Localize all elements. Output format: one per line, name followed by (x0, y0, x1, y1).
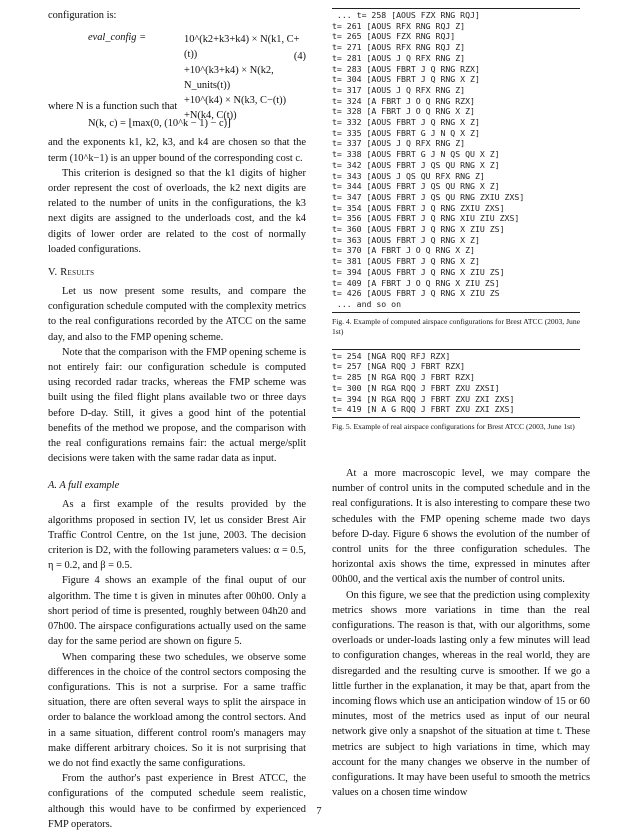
listing-line: t= 265 [AOUS FZX RNG RQJ] (332, 31, 456, 42)
paragraph: On this figure, we see that the prediction using complexity metrics shows more variations in time than the real configurations. The reason is that, with our algorithms, some overloads or under-loads lasting only a few minutes will lead to configuration changes, whereas in the real world, they are disregarded and the resulting curve is smoother. If we go a little further in the explanation, it may be that, apart from the incoming flows which use an anticipation window of 15 or 60 minutes, most of the metrics used as input of our neural network give only a snapshot of the situation at time t. These metrics are subject to high variations in time, which may account for the many changes we observe in the number of configurations. It may have been useful to smooth the metrics values on a chosen time window (332, 589, 590, 799)
equation-terms (184, 32, 306, 123)
paragraph: This criterion is designed so that the k1 digits of higher order represent the cost of overloads, the k2 next digits are related to the number of units in the configurations, the k3 next digits are assigned to the underloads cost, and the k4 digits of lower order are related to the cost of normally loaded configurations. (48, 167, 306, 255)
listing-line: t= 338 [AOUS FBRT G J N QS QU X Z] (332, 149, 500, 160)
equation-term: +10^(k4) × N(k3, C−(t)) (184, 95, 287, 107)
listing-line: t= 337 [AOUS J Q RFX RNG Z] (332, 138, 466, 149)
page-number: 7 (316, 806, 322, 817)
paragraph: Note that the comparison with the FMP opening scheme is not entirely fair: our configuration schedule is computed using recorded radar tracks, whereas the FMP scheme was built using the filed flight plans available two or three days before D-day. Still, it gives a good hint of the potential benefits of the method we propose, and the comparison with the real configurations remains fair: the actual merge/split decisions were taken with the same radar data as input. (48, 346, 306, 465)
listing-line: t= 381 [AOUS FBRT J Q RNG X Z] (332, 256, 480, 267)
intro-text: configuration is: (48, 10, 117, 21)
listing-line: t= 257 [NGA RQQ J FBRT RZX] (332, 361, 466, 372)
listing-line: t= 354 [AOUS FBRT J Q RNG ZXIU ZXS] (332, 202, 505, 213)
paragraph: At a more macroscopic level, we may compare the number of control units in the computed schedule and in the real configurations. It is also interesting to compare these two schedules with the FMP opening scheme made two days before D-day. Figure 6 shows the evolution of the number of control units for the three configuration schedules. The horizontal axis shows the time, expressed in minutes after 00h00, and the vertical axis the number of control units. (332, 467, 590, 586)
listing-line: t= 254 [NGA RQQ RFJ RZX] (332, 350, 451, 361)
figure-4-caption: Fig. 4. Example of computed airspace configurations for Brest ATCC (2003, June 1st) (332, 316, 581, 336)
figure-4-listing (332, 8, 580, 313)
listing-line: t= 285 [N RGA RQQ J FBRT RZX] (332, 372, 475, 383)
equation-term: +10^(k3+k4) × N(k2, N_units(t)) (184, 64, 274, 91)
listing-line: t= 283 [AOUS FBRT J Q RNG RZX] (332, 63, 480, 74)
subsection-heading: A. A full example (48, 480, 120, 492)
equation-term: 10^(k2+k3+k4) × N(k1, C+(t)) (184, 34, 300, 61)
listing-line: t= 370 [A FBRT J O Q RNG X Z] (332, 245, 475, 256)
listing-line: t= 261 [AOUS RFX RNG RQJ Z] (332, 20, 466, 31)
equation-term: +N(k4, C(t)) (184, 110, 237, 122)
paragraph: When comparing these two schedules, we observe some differences in the choice of the control sectors composing the configurations. This is not a surprise. For a same traffic situation, there are often several ways to split the airspace in order to balance the workload among the control sectors. And in a same situation, different control room's managers may make different arbitrary choices. So it is not surprising that we do not find exactly the same configurations. (48, 651, 306, 769)
equation-n-function: N(k, c) = ⌊max(0, (10^k − 1) − c)⌋ (88, 118, 232, 130)
listing-line: t= 409 [A FBRT J O Q RNG X ZIU ZS] (332, 277, 500, 288)
paragraph: Let us now present some results, and compare the configuration schedule computed with the complexity metrics to the real configurations recorded by the ATCC on the same day, and also to the FMP opening scheme. (48, 286, 306, 343)
listing-line: t= 394 [AOUS FBRT J Q RNG X ZIU ZS] (332, 266, 505, 277)
listing-line: t= 347 [AOUS FBRT J QS QU RNG ZXIU ZXS] (332, 191, 525, 202)
listing-line: t= 271 [AOUS RFX RNG RQJ Z] (332, 42, 466, 53)
listing-line: t= 300 [N RGA RQQ J FBRT ZXU ZXSI] (332, 382, 500, 393)
listing-line: ... t= 258 [AOUS FZX RNG RQJ] (332, 10, 480, 20)
paragraph: and the exponents k1, k2, k3, and k4 are chosen so that the term (10^k−1) is an upper bound of the corresponding cost c. (48, 137, 306, 164)
listing-line: t= 394 [N RGA RQQ J FBRT ZXU ZXI ZXS] (332, 393, 515, 404)
listing-line: t= 281 [AOUS J Q RFX RNG Z] (332, 52, 466, 63)
right-column (332, 8, 590, 800)
listing-line: t= 344 [AOUS FBRT J QS QU RNG X Z] (332, 181, 500, 192)
listing-line: t= 363 [AOUS FBRT J Q RNG X Z] (332, 234, 480, 245)
listing-line: t= 356 [AOUS FBRT J Q RNG XIU ZIU ZXS] (332, 213, 520, 224)
listing-line: t= 317 [AOUS J Q RFX RNG Z] (332, 84, 466, 95)
listing-line: ... and so on (332, 298, 402, 309)
paragraph: Figure 4 shows an example of the final ouput of our algorithm. The time t is given in minutes after 00h00. Only a short period of time is presented, roughly between 04h20 and 07h00. The airspace configurations actually used on the same day for the same period are shown on figure 5. (48, 575, 306, 648)
figure-5-listing (332, 349, 580, 418)
paragraph: As a first example of the results provided by the algorithms proposed in section IV, let us consider Brest Air Traffic Control Centre, on the 1st june, 2003. The decision criterion is D2, with the following parameters values: α = 0.5, η = 0.2, and β = 0.5. (48, 499, 306, 572)
listing-line: t= 342 [AOUS FBRT J QS QU RNG X Z] (332, 159, 500, 170)
equation-lhs: eval_config = (88, 32, 147, 44)
listing-line: t= 419 [N A G RQQ J FBRT ZXU ZXI ZXS] (332, 404, 515, 415)
where-text: where N is a function such that (48, 101, 178, 113)
left-column (48, 8, 306, 832)
listing-line: t= 360 [AOUS FBRT J Q RNG X ZIU ZS] (332, 224, 505, 235)
listing-line: t= 332 [AOUS FBRT J Q RNG X Z] (332, 117, 480, 128)
listing-line: t= 335 [AOUS FBRT G J N Q X Z] (332, 127, 480, 138)
listing-line: t= 324 [A FBRT J O Q RNG RZX] (332, 95, 475, 106)
listing-line: t= 426 [AOUS FBRT J Q RNG X ZIU ZS (332, 288, 500, 299)
figure-5-caption: Fig. 5. Example of real airspace configurations for Brest ATCC (2003, June 1st) (332, 421, 575, 431)
section-heading: V. Results (48, 267, 95, 279)
equation-number: (4) (293, 51, 306, 63)
listing-line: t= 304 [AOUS FBRT J Q RNG X Z] (332, 74, 480, 85)
listing-line: t= 328 [A FBRT J O Q RNG X Z] (332, 106, 475, 117)
paragraph: From the author's past experience in Brest ATCC, the configurations of the computed schedule seem realistic, although this would have to be confirmed by experienced FMP operators. (48, 773, 306, 830)
listing-line: t= 343 [AOUS J QS QU RFX RNG Z] (332, 170, 485, 181)
